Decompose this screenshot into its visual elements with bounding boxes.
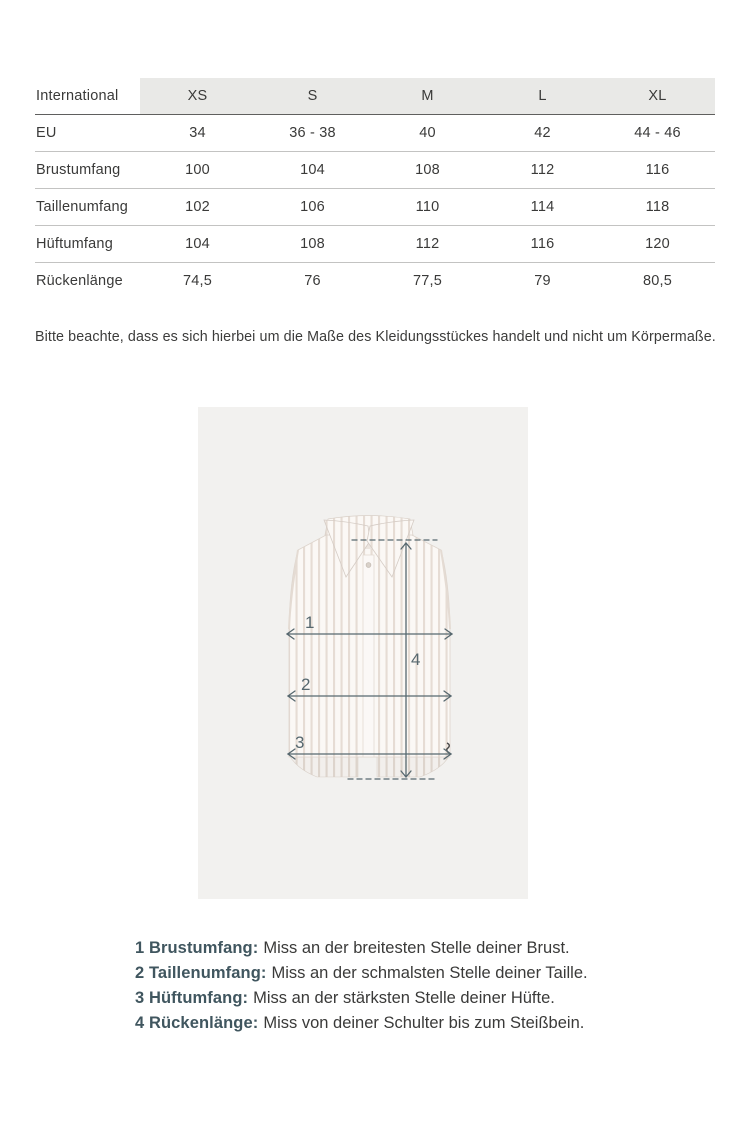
garment-measurement-figure: [198, 407, 528, 899]
table-cell: 106: [255, 189, 370, 226]
table-cell: 108: [370, 152, 485, 189]
table-cell: 108: [255, 226, 370, 263]
table-cell: 79: [534, 273, 551, 289]
table-cell: 80,5: [642, 273, 673, 289]
instruction-brustumfang: [135, 936, 695, 961]
collar-button: [366, 563, 371, 568]
row-label-eu: EU: [35, 115, 140, 152]
instruction-text: Miss an der breitesten Stelle deiner Brust.: [263, 939, 570, 957]
instruction-text: Miss an der stärksten Stelle deiner Hüfte.: [253, 989, 555, 1007]
table-header-xl: XL: [600, 78, 715, 115]
instruction-label: 4 Rückenlänge:: [135, 1014, 259, 1032]
table-cell: 36 - 38: [255, 115, 370, 152]
shirt-illustration: [198, 407, 528, 899]
shirt-back-hem: [289, 755, 450, 777]
size-table: [35, 78, 715, 299]
marker-2: 2: [301, 675, 311, 694]
table-cell: 120: [600, 226, 715, 263]
row-label-brustumfang: Brustumfang: [35, 152, 140, 189]
table-cell: 40: [370, 115, 485, 152]
instruction-hueftumfang: [135, 986, 695, 1011]
instruction-label: 2 Taillenumfang:: [135, 964, 267, 982]
row-label-hueftumfang: Hüftumfang: [35, 226, 140, 263]
table-cell: 104: [140, 226, 255, 263]
table-cell: 112: [370, 226, 485, 263]
measurement-instructions: [135, 936, 695, 1036]
table-cell: 110: [370, 189, 485, 226]
table-cell: 34: [140, 115, 255, 152]
table-cell: 116: [485, 226, 600, 263]
table-cell: 42: [485, 115, 600, 152]
table-cell: 102: [140, 189, 255, 226]
table-cell: 77,5: [412, 273, 443, 289]
marker-4: 4: [411, 650, 421, 669]
table-cell: 74,5: [182, 273, 213, 289]
instruction-label: 1 Brustumfang:: [135, 939, 259, 957]
garment-measure-note: Bitte beachte, dass es sich hierbei um die Maße des Kleidungsstückes handelt und nicht um Körpermaße.: [35, 329, 716, 346]
table-header-international: International: [35, 78, 140, 115]
instruction-taillenumfang: [135, 961, 695, 986]
table-header-s: S: [255, 78, 370, 115]
table-cell: 76: [304, 273, 321, 289]
marker-1: 1: [305, 613, 315, 632]
table-header-l: L: [485, 78, 600, 115]
table-cell: 104: [255, 152, 370, 189]
marker-3: 3: [295, 733, 305, 752]
table-header-xs: XS: [140, 78, 255, 115]
table-cell: 44 - 46: [600, 115, 715, 152]
table-cell: 118: [600, 189, 715, 226]
row-label-rueckenlaenge: Rückenlänge: [36, 273, 123, 289]
table-cell: 100: [140, 152, 255, 189]
table-cell: 116: [600, 152, 715, 189]
table-cell: 112: [485, 152, 600, 189]
instruction-rueckenlaenge: [135, 1011, 695, 1036]
instruction-text: Miss von deiner Schulter bis zum Steißbein.: [263, 1014, 585, 1032]
table-header-m: M: [370, 78, 485, 115]
instruction-text: Miss an der schmalsten Stelle deiner Taille.: [271, 964, 588, 982]
instruction-label: 3 Hüftumfang:: [135, 989, 249, 1007]
table-cell: 114: [485, 189, 600, 226]
row-label-taillenumfang: Taillenumfang: [35, 189, 140, 226]
